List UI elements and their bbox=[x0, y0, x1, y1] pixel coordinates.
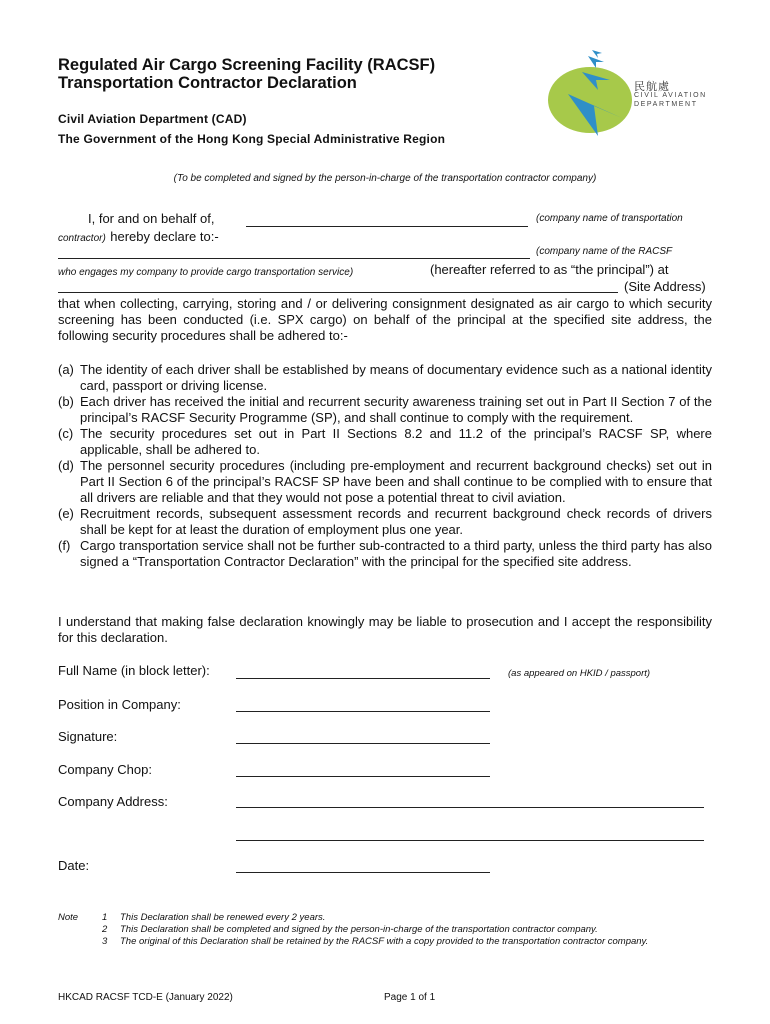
list-item-text: Recruitment records, subsequent assessment records and recurrent background check records of drivers shall be kept for at least the duration of employment plus one year. bbox=[80, 506, 712, 537]
position-label: Position in Company: bbox=[58, 697, 181, 712]
logo-english-1: CIVIL AVIATION bbox=[634, 92, 707, 99]
page-number: Page 1 of 1 bbox=[384, 992, 436, 1003]
department-name: Civil Aviation Department (CAD) bbox=[58, 112, 247, 126]
form-code: HKCAD RACSF TCD-E (January 2022) bbox=[58, 992, 233, 1003]
instruction-text: (To be completed and signed by the person-in-charge of the transportation contractor company) bbox=[173, 173, 597, 184]
list-item-label: (d) bbox=[58, 458, 74, 473]
site-address-line[interactable] bbox=[58, 292, 618, 293]
full-name-hint: (as appeared on HKID / passport) bbox=[508, 668, 651, 679]
transport-company-line[interactable] bbox=[246, 226, 528, 227]
note-text: The original of this Declaration shall be retained by the RACSF with a copy provided to the transportation contractor company. bbox=[120, 936, 649, 947]
company-address-line-2[interactable] bbox=[236, 840, 704, 841]
list-item-label: (c) bbox=[58, 426, 74, 441]
hereby-declare: hereby declare to:- bbox=[110, 229, 219, 244]
racsf-company-line[interactable] bbox=[58, 258, 530, 259]
declaration-body: that when collecting, carrying, storing and / or delivering consignment designated as air cargo to which security screening has been conducted (i.e. SPX cargo) on behalf of the principal at the specified site address, the following security procedures shall be adhered to:- bbox=[58, 296, 712, 343]
list-item bbox=[58, 506, 712, 538]
logo-chinese: 民航處 bbox=[634, 81, 670, 93]
full-name-line[interactable] bbox=[236, 678, 490, 679]
note-number: 2 bbox=[102, 924, 108, 935]
logo-english-2: DEPARTMENT bbox=[634, 101, 698, 108]
list-item-label: (b) bbox=[58, 394, 74, 409]
note-number: 3 bbox=[102, 936, 108, 947]
declaration-intro: I, for and on behalf of, bbox=[88, 211, 215, 226]
note-item bbox=[58, 936, 712, 948]
list-item-label: (a) bbox=[58, 362, 74, 377]
signature-label: Signature: bbox=[58, 729, 118, 744]
list-item-text: The identity of each driver shall be established by means of documentary evidence such as a national identity card, passport or driving license. bbox=[80, 362, 712, 393]
list-item-label: (f) bbox=[58, 538, 71, 553]
signature-line[interactable] bbox=[236, 743, 490, 744]
declaration-line-4 bbox=[58, 262, 353, 280]
racsf-company-hint: (company name of the RACSF bbox=[536, 246, 673, 257]
note-label: Note bbox=[58, 912, 79, 923]
transport-company-hint: (company name of transportation bbox=[536, 213, 683, 224]
note-text: This Declaration shall be renewed every 2 years. bbox=[120, 912, 326, 923]
list-item bbox=[58, 362, 712, 394]
note-item bbox=[58, 912, 712, 924]
cad-logo bbox=[538, 48, 708, 140]
company-address-line-1[interactable] bbox=[236, 807, 704, 808]
list-item-text: Each driver has received the initial and recurrent security awareness training set out in Part II Section 7 of the principal’s RACSF Security Programme (SP), and shall continue to comply with the requirement. bbox=[80, 394, 712, 425]
racsf-company-hint-2: who engages my company to provide cargo transportation service) bbox=[58, 267, 354, 278]
note-text: This Declaration shall be completed and signed by the person-in-charge of the transportation contractor company. bbox=[120, 924, 598, 935]
list-item-text: The personnel security procedures (including pre-employment and recurrent background checks) set out in Part II Section 6 of the principal’s RACSF SP have been and shall continue to be complied with to ensure that all drivers are reliable and that they would not pose a potential threat to civil aviation. bbox=[80, 458, 712, 505]
acknowledgement-text: I understand that making false declaration knowingly may be liable to prosecution and I accept the responsibility for this declaration. bbox=[58, 614, 712, 645]
security-procedures-list bbox=[58, 362, 712, 570]
hereafter-text: (hereafter referred to as “the principal”) at bbox=[430, 262, 669, 277]
date-line[interactable] bbox=[236, 872, 490, 873]
note-number: 1 bbox=[102, 912, 108, 923]
company-chop-label: Company Chop: bbox=[58, 762, 152, 777]
position-line[interactable] bbox=[236, 711, 490, 712]
site-address-label: (Site Address) bbox=[624, 279, 706, 294]
date-label: Date: bbox=[58, 858, 90, 873]
note-label bbox=[58, 924, 98, 936]
company-address-label: Company Address: bbox=[58, 794, 168, 809]
declaration-line-2 bbox=[58, 228, 219, 246]
list-item-text: Cargo transportation service shall not be further sub-contracted to a third party, unless the third party has also signed a “Transportation Contractor Declaration” with the principal for the specified site address. bbox=[80, 538, 712, 569]
list-item bbox=[58, 426, 712, 458]
form-title bbox=[58, 56, 435, 92]
list-item-text: The security procedures set out in Part II Sections 8.2 and 11.2 of the principal’s RACSF SP, where applicable, shall be adhered to. bbox=[80, 426, 712, 457]
notes-block bbox=[58, 912, 712, 948]
list-item bbox=[58, 538, 712, 570]
logo-plane-small bbox=[588, 56, 604, 68]
note-label bbox=[58, 936, 98, 948]
government-name: The Government of the Hong Kong Special Administrative Region bbox=[58, 132, 446, 146]
transport-company-hint-2: contractor) bbox=[58, 233, 106, 244]
note-item bbox=[58, 924, 712, 936]
title-line-1: Regulated Air Cargo Screening Facility (RACSF) bbox=[58, 56, 436, 74]
list-item-label: (e) bbox=[58, 506, 74, 521]
title-line-2: Transportation Contractor Declaration bbox=[58, 74, 357, 92]
company-chop-line[interactable] bbox=[236, 776, 490, 777]
logo-plane-tiny bbox=[592, 50, 602, 58]
list-item bbox=[58, 458, 712, 506]
full-name-label: Full Name (in block letter): bbox=[58, 663, 210, 678]
list-item bbox=[58, 394, 712, 426]
